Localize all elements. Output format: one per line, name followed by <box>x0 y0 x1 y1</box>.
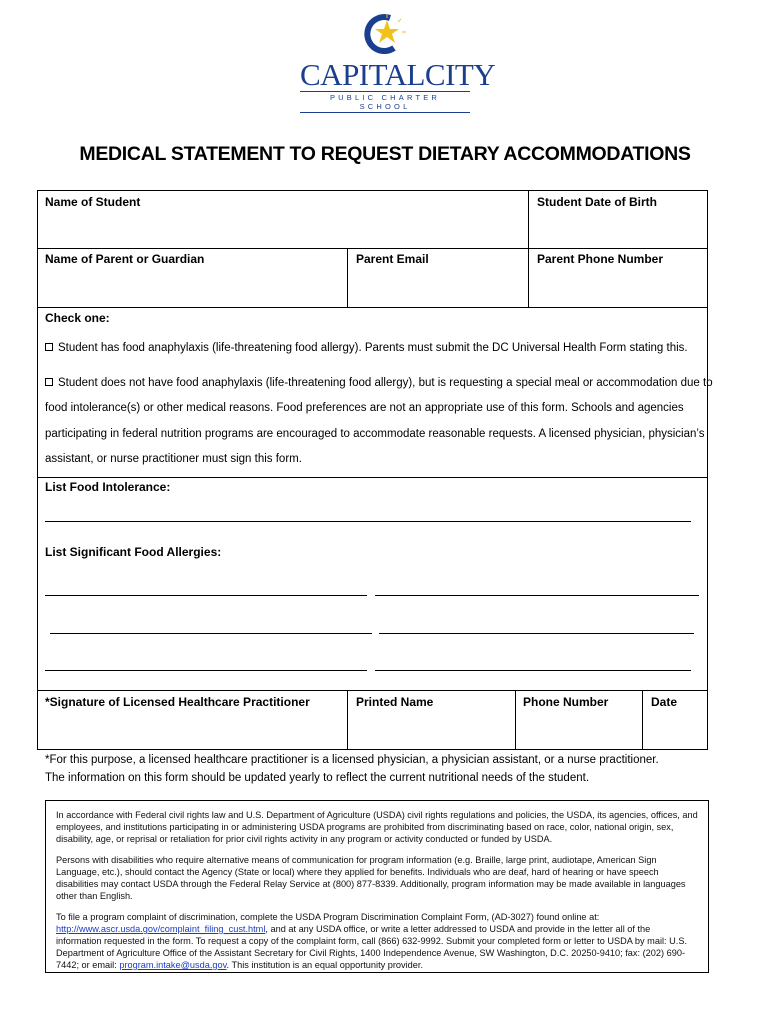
parent-name-field[interactable]: Name of Parent or Guardian <box>45 252 205 266</box>
student-dob-field[interactable]: Student Date of Birth <box>537 195 657 209</box>
option2-line3: participating in federal nutrition programs are encouraged to accommodate reasonable requests. A licensed physician, physician’s <box>45 428 705 440</box>
divider <box>37 248 708 249</box>
food-list-section <box>37 477 708 691</box>
option1-text: Student has food anaphylaxis (life-threatening food allergy). Parents must submit the DC Universal Health Form stating this. <box>58 342 688 354</box>
parent-email-field[interactable]: Parent Email <box>356 252 429 266</box>
checkbox-intolerance[interactable] <box>45 378 53 386</box>
option2-line4: assistant, or nurse practitioner must sign this form. <box>45 453 302 465</box>
divider <box>347 690 348 750</box>
allergy-line[interactable] <box>45 670 367 671</box>
divider <box>515 690 516 750</box>
signature-field[interactable]: *Signature of Licensed Healthcare Practitioner <box>45 695 310 709</box>
practitioner-note: *For this purpose, a licensed healthcare practitioner is a licensed physician, a physician assistant, or a nurse practitioner. <box>45 754 659 766</box>
statement-p3-a: To file a program complaint of discrimination, complete the USDA Program Discrimination Complaint Form, (AD-3027) found online at: <box>56 912 600 922</box>
update-note: The information on this form should be updated yearly to reflect the current nutritional needs of the student. <box>45 772 590 784</box>
food-intolerance-label: List Food Intolerance: <box>45 480 171 494</box>
school-logo <box>300 12 496 111</box>
complaint-link[interactable]: http://www.ascr.usda.gov/complaint_filing_cust.html <box>56 924 266 934</box>
food-allergies-label: List Significant Food Allergies: <box>45 545 222 559</box>
food-intolerance-line[interactable] <box>45 521 691 522</box>
logo-name: CAPITALCITY <box>300 57 496 92</box>
check-one-label: Check one: <box>45 311 110 325</box>
statement-p3 <box>56 911 698 971</box>
allergy-line[interactable] <box>375 670 691 671</box>
allergy-line[interactable] <box>379 633 694 634</box>
option-intolerance <box>45 377 713 389</box>
divider <box>528 190 529 308</box>
statement-p3-c: . This institution is an equal opportunity provider. <box>226 960 424 970</box>
checkbox-anaphylaxis[interactable] <box>45 343 53 351</box>
divider <box>642 690 643 750</box>
usda-statement <box>45 800 709 973</box>
statement-p1: In accordance with Federal civil rights law and U.S. Department of Agriculture (USDA) civil rights regulations and policies, the USDA, its agencies, offices, and employees, and institutions participating in or administering USDA programs are prohibited from discriminating based on race, color, national origin, sex, disability, age, or reprisal or retaliation for prior civil rights activity in any program or activity conducted or funded by USDA. <box>56 810 698 844</box>
student-name-field[interactable]: Name of Student <box>45 195 141 209</box>
parent-phone-field[interactable]: Parent Phone Number <box>537 252 664 266</box>
divider <box>347 248 348 308</box>
statement-p3-b: , and at any USDA office, or write a letter addressed to USDA and provide in the letter all of the information requested in the form. To request a copy of the complaint form, call (866) 632-9992. Submit your completed form or letter to USDA by mail: U.S. Department of Agriculture Office of the Assistant Secretary for Civil Rights, 1400 Independence Avenue, SW Washington, D.C. 20250-9410; fax: (202) 690-7442; or email: <box>56 924 687 970</box>
star-c-logo-icon <box>360 12 410 58</box>
printed-name-field[interactable]: Printed Name <box>356 695 434 709</box>
allergy-line[interactable] <box>375 595 699 596</box>
statement-p2: Persons with disabilities who require alternative means of communication for program information (e.g. Braille, large print, audiotape, American Sign Language, etc.), should contact the Agency (State or local) where they applied for benefits. Individuals who are deaf, hard of hearing or have speech disabilities may contact USDA through the Federal Relay Service at (800) 877-8339. Additionally, program information may be made available in languages other than English. <box>56 855 686 901</box>
date-field[interactable]: Date <box>651 695 678 709</box>
email-link[interactable]: program.intake@usda.gov <box>119 960 227 970</box>
option-anaphylaxis <box>45 342 688 354</box>
phone-number-field[interactable]: Phone Number <box>523 695 609 709</box>
allergy-line[interactable] <box>45 595 367 596</box>
page-title: MEDICAL STATEMENT TO REQUEST DIETARY ACCOMMODATIONS <box>79 143 691 165</box>
allergy-line[interactable] <box>50 633 372 634</box>
option2-line2: food intolerance(s) or other medical reasons. Food preferences are not an appropriate use of this form. Schools and agencies <box>45 402 684 414</box>
option2-line1: Student does not have food anaphylaxis (life-threatening food allergy), but is requesting a special meal or accommodation due to <box>58 377 713 389</box>
logo-subtitle: PUBLIC CHARTER SCHOOL <box>300 91 470 113</box>
